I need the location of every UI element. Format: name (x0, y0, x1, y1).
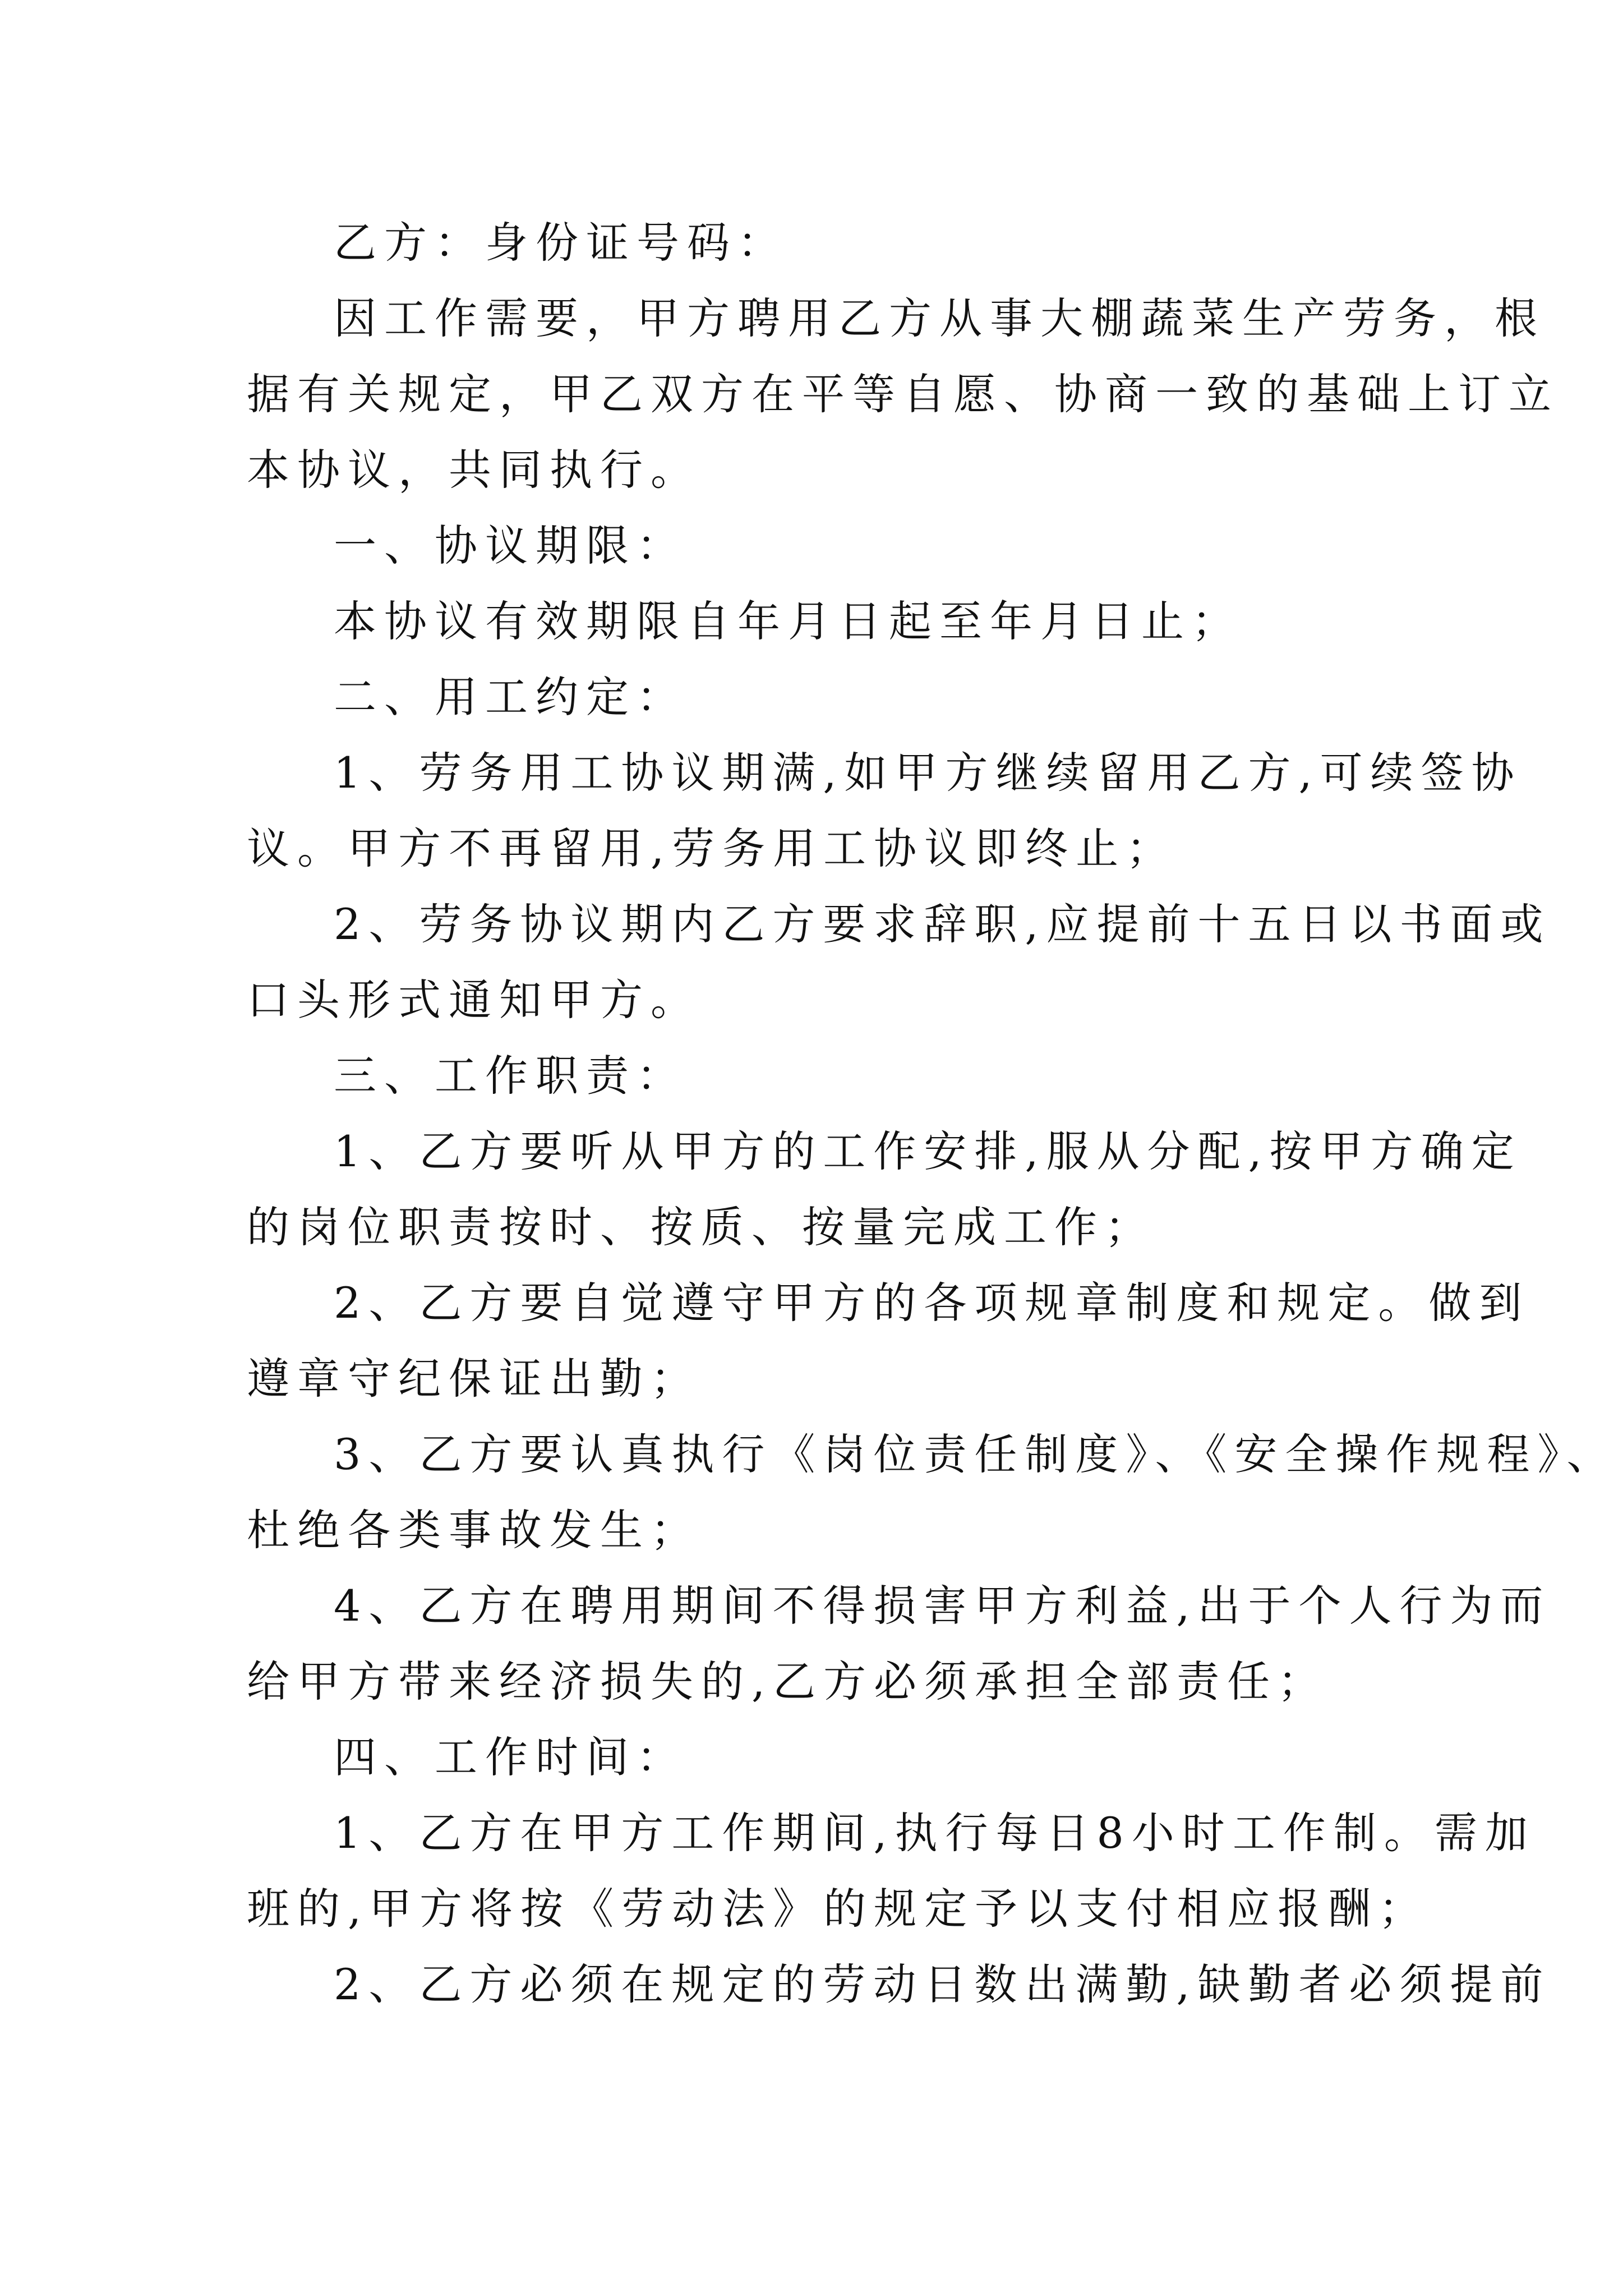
duties-item-2-line-1: 2、乙方要自觉遵守甲方的各项规章制度和规定。做到 (334, 1278, 1530, 1328)
employment-item-2-line-1: 2、劳务协议期内乙方要求辞职,应提前十五日以书面或 (334, 899, 1551, 949)
duties-item-2-line-2: 遵章守纪保证出勤； (247, 1354, 701, 1404)
employment-item-1-line-2: 议。甲方不再留用,劳务用工协议即终止； (247, 823, 1177, 873)
section-heading-term: 一、协议期限： (334, 521, 687, 570)
section-heading-employment: 二、用工约定： (334, 672, 687, 722)
duties-item-3-line-2: 杜绝各类事故发生； (247, 1505, 701, 1555)
employment-item-1-line-1: 1、劳务用工协议期满,如甲方继续留用乙方,可续签协 (334, 748, 1522, 798)
duties-item-3-line-1: 3、乙方要认真执行《岗位责任制度》、《安全操作规程》、 (334, 1429, 1617, 1479)
intro-paragraph-line-1: 因工作需要，甲方聘用乙方从事大棚蔬菜生产劳务，根 (334, 293, 1545, 343)
hours-item-1-line-1: 1、乙方在甲方工作期间,执行每日8小时工作制。需加 (334, 1808, 1536, 1858)
hours-item-1-line-2: 班的,甲方将按《劳动法》的规定予以支付相应报酬； (247, 1884, 1430, 1934)
employment-item-2-line-2: 口头形式通知甲方。 (247, 975, 701, 1025)
section-heading-duties: 三、工作职责： (334, 1051, 687, 1101)
party-b-id-line: 乙方：身份证号码： (334, 218, 788, 268)
hours-item-2-line-1: 2、乙方必须在规定的劳动日数出满勤,缺勤者必须提前 (334, 1959, 1551, 2009)
duties-item-1-line-2: 的岗位职责按时、按质、按量完成工作； (247, 1202, 1155, 1252)
duties-item-4-line-1: 4、乙方在聘用期间不得损害甲方利益,出于个人行为而 (334, 1581, 1551, 1631)
intro-paragraph-line-2: 据有关规定，甲乙双方在平等自愿、协商一致的基础上订立 (247, 369, 1559, 419)
duties-item-1-line-1: 1、乙方要听从甲方的工作安排,服从分配,按甲方确定 (334, 1126, 1522, 1176)
duties-item-4-line-2: 给甲方带来经济损失的,乙方必须承担全部责任； (247, 1657, 1329, 1706)
section-heading-hours: 四、工作时间： (334, 1732, 687, 1782)
intro-paragraph-line-3: 本协议，共同执行。 (247, 445, 701, 495)
term-paragraph-line-1: 本协议有效期限自年月日起至年月日止； (334, 596, 1242, 646)
